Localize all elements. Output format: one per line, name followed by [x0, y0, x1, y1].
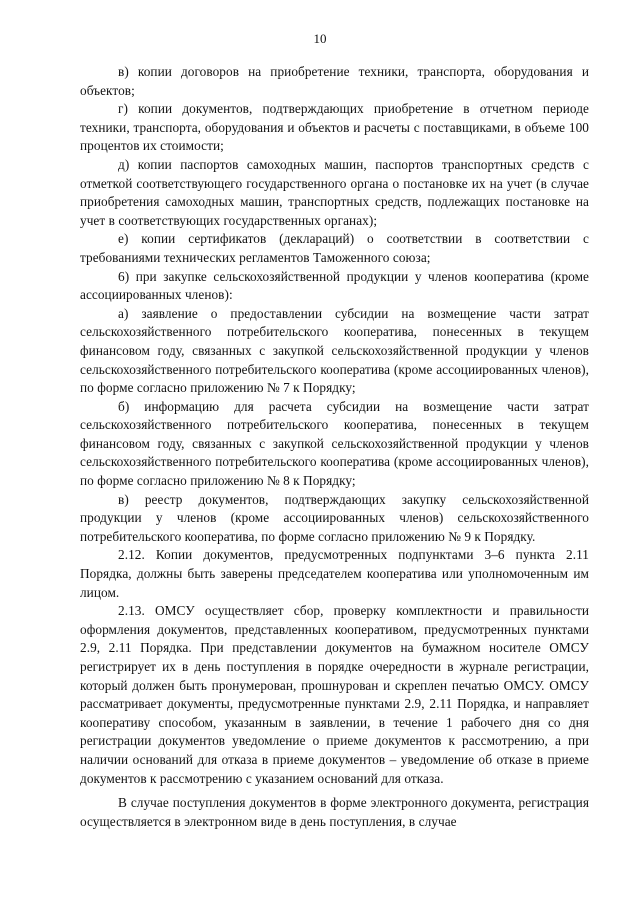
document-body — [80, 63, 589, 831]
paragraph-item-d-vehicle-passports: д) копии паспортов самоходных машин, паспортов транспортных средств с отметкой соответствующего государственного органа о постановке их на учет (в случае приобретения самоходных машин, транспортных средств, подлежащих постановке на учет в соответствующих государственных органах); — [80, 156, 589, 228]
paragraph-item-a-subsidy-application: а) заявление о предоставлении субсидии на возмещение части затрат сельскохозяйственного потребительского кооператива, понесенных в текущем финансовом году, связанных с закупкой сельскохозяйственной продукции у членов сельскохозяйственного потребительского кооператива (кроме ассоциированных членов), по форме согласно приложению № 7 к Порядку; — [80, 305, 589, 396]
paragraph-item-6-produce-purchase: 6) при закупке сельскохозяйственной продукции у членов кооператива (кроме ассоциированных членов): — [80, 268, 589, 303]
paragraph-item-v-registry: в) реестр документов, подтверждающих закупку сельскохозяйственной продукции у членов (кроме ассоциированных членов) сельскохозяйственного потребительского кооператива, по форме согласно приложению № 9 к Порядку. — [80, 491, 589, 544]
paragraph-item-v-contracts: в) копии договоров на приобретение техники, транспорта, оборудования и объектов; — [80, 64, 589, 98]
paragraph-section-2-12: 2.12. Копии документов, предусмотренных подпунктами 3–6 пункта 2.11 Порядка, должны быть заверены председателем кооператива или уполномоченным им лицом. — [80, 547, 589, 600]
paragraph-section-2-13: 2.13. ОМСУ осуществляет сбор, проверку комплектности и правильности оформления документов, представленных кооперативом, предусмотренных пунктами 2.9, 2.11 Порядка. При представлении документов на бумажном носителе ОМСУ регистрирует их в день поступления в порядке очередности в журнале регистрации, который должен быть пронумерован, прошнурован и скреплен печатью ОМСУ. ОМСУ рассматривает документы, предусмотренные пунктами 2.9, 2.11 Порядка, и направляет кооперативу способом, указанным в заявлении, в течение 1 рабочего дня со дня регистрации документов уведомление о приеме документов к рассмотрению, а при наличии оснований для отказа в приеме документов – уведомление об отказе в приеме документов к рассмотрению с указанием оснований для отказа. — [80, 603, 589, 786]
paragraph-electronic-submission: В случае поступления документов в форме электронного документа, регистрация осуществляется в электронном виде в день поступления, в случае — [80, 795, 589, 829]
page-number: 10 — [313, 31, 327, 46]
paragraph-item-e-certificates: е) копии сертификатов (деклараций) о соответствии в соответствии с требованиями технических регламентов Таможенного союза; — [80, 231, 589, 265]
paragraph-item-g-purchase-docs: г) копии документов, подтверждающих приобретение в отчетном периоде техники, транспорта, оборудования и объектов и расчеты с поставщиками, в объеме 100 процентов их стоимости; — [80, 101, 589, 154]
paragraph-item-b-subsidy-calculation: б) информацию для расчета субсидии на возмещение части затрат сельскохозяйственного потребительского кооператива, понесенных в текущем финансовом году, связанных с закупкой сельскохозяйственной продукции у членов сельскохозяйственного потребительского кооператива (кроме ассоциированных членов), по форме согласно приложению № 8 к Порядку; — [80, 398, 589, 489]
